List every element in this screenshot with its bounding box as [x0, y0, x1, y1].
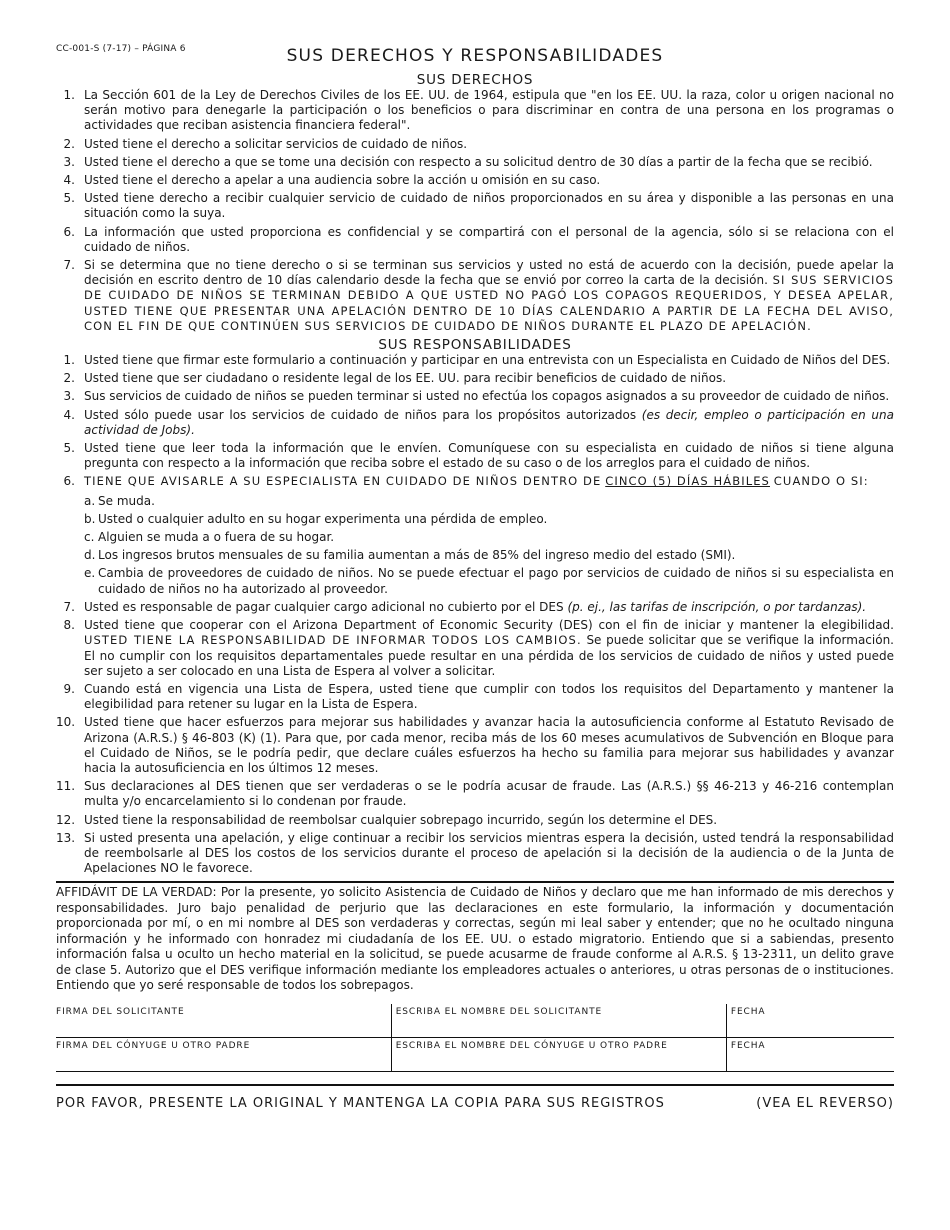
spouse-signature-field[interactable]: FIRMA DEL CÓNYUGE U OTRO PADRE: [56, 1037, 391, 1071]
responsibilities-heading: SUS RESPONSABILIDADES: [378, 337, 572, 354]
document-page: [56, 40, 894, 1111]
list-item: 6. La información que usted proporciona es confidencial y se compartirá con el personal de la agencia, sólo si se relaciona con el cuidado de niños.: [63, 224, 894, 254]
list-item: 7. Si se determina que no tiene derecho o si se terminan sus servicios y usted no está de acuerdo con la decisión, puede apelar la decisión en escrito dentro de 10 días calendario desde la fecha que se envió por correo la carta de la decisión. SI SUS SERVICIOS DE CUIDADO DE NIÑOS SE TERMINAN DEBIDO A QUE USTED NO PAGÓ LOS COPAGOS REQUERIDOS, Y DESEA APELAR, USTED TIENE QUE PRESENTAR UNA APELACIÓN DENTRO DE 10 DÍAS CALENDARIO A PARTIR DE LA FECHA DEL AVISO, CON EL FIN DE QUE CONTINÚEN SUS SERVICIOS DE CUIDADO DE NIÑOS DURANTE EL PLAZO DE APELACIÓN.: [63, 258, 894, 333]
deadline-underlined: CINCO (5) DÍAS HÁBILES: [605, 474, 770, 489]
affidavit-section: [56, 881, 894, 994]
footer-instructions: POR FAVOR, PRESENTE LA ORIGINAL Y MANTENGA LA COPIA PARA SUS REGISTROS: [56, 1095, 665, 1111]
rights-list: [56, 88, 894, 334]
signature-table: [56, 1004, 894, 1072]
affidavit-text: Por la presente, yo solicito Asistencia de Cuidado de Niños y declaro que me han informado de mis derechos y responsabilidades. Juro bajo penalidad de perjurio que las declaraciones en este formulario, la información y documentación proporcionada por mí, o en mi nombre al DES son verdaderas y correctas, según mi leal saber y entender; que no he ocultado ninguna información y he informado con honradez mi ciudadanía de los EE. UU. o estado migratorio. Entiendo que si a sabiendas, presento información falsa u oculto un hecho material en la solicitud, se puede acusarme de fraude conforme al A.R.S. § 13-2311, un delito grave de clase 5. Autorizo que el DES verifique información mediante los empleadores actuales o anteriores, u otras personas de o instituciones. Entiendo que yo seré responsable de todos los sobrepagos.: [56, 885, 894, 993]
see-reverse-note: (VEA EL REVERSO): [756, 1095, 894, 1111]
list-item: 13. Si usted presenta una apelación, y elige continuar a recibir los servicios mientras espera la decisión, usted tendrá la responsabilidad de reembolsarle al DES los costos de los servicios durante el proceso de apelación si la decisión de la audiencia o de la Junta de Apelaciones NO le favorece.: [56, 830, 894, 876]
change-conditions-list: [84, 494, 894, 597]
list-item: 7. Usted es responsable de pagar cualquier cargo adicional no cubierto por el DES (p. ej., las tarifas de inscripción, o por tardanzas).: [63, 599, 867, 614]
applicant-date-field[interactable]: FECHA: [726, 1004, 894, 1038]
affidavit-label: AFFIDÁVIT DE LA VERDAD:: [56, 885, 217, 900]
form-number: CC-001-S (7-17) – PÁGINA 6: [56, 44, 186, 54]
appeal-notice: SI SUS SERVICIOS DE CUIDADO DE NIÑOS SE TERMINAN DEBIDO A QUE USTED NO PAGÓ LOS COPAGOS REQUERIDOS, Y DESEA APELAR, USTED TIENE QUE PRESENTAR UNA APELACIÓN DENTRO DE 10 DÍAS CALENDARIO A PARTIR DE LA FECHA DEL AVISO, CON EL FIN DE QUE CONTINÚEN SUS SERVICIOS DE CUIDADO DE NIÑOS DURANTE EL PLAZO DE APELACIÓN.: [84, 273, 894, 333]
list-item: 8. Usted tiene que cooperar con el Arizona Department of Economic Security (DES) con el fin de iniciar y mantener la elegibilidad. USTED TIENE LA RESPONSABILIDAD DE INFORMAR TODOS LOS CAMBIOS. Se puede solicitar que se verifique la información. El no cumplir con los requisitos departamentales puede resultar en una pérdida de los servicios de cuidado de niños y usted puede ser sujeto a ser colocado en una Lista de Espera al volver a solicitar.: [63, 618, 894, 678]
sub-list-item: d. Los ingresos brutos mensuales de su familia aumentan a más de 85% del ingreso medio del estado (SMI).: [84, 548, 736, 563]
footer: [56, 1084, 894, 1111]
list-item: 1. La Sección 601 de la Ley de Derechos Civiles de los EE. UU. de 1964, estipula que "en los EE. UU. la raza, color u origen nacional no serán motivo para denegarle la participación o los beneficios o para discriminar en contra de una persona en los programas o actividades que reciban asistencia financiera federal".: [63, 88, 894, 133]
list-item: 3. Usted tiene el derecho a que se tome una decisión con respecto a su solicitud dentro de 30 días a partir de la fecha que se recibió.: [63, 154, 873, 169]
list-item: 6. TIENE QUE AVISARLE A SU ESPECIALISTA EN CUIDADO DE NIÑOS DENTRO DE CINCO (5) DÍAS HÁBILES CUANDO O SI: a. Se muda. b. Usted o cualquier adulto en su hogar experimenta una pérdida de empleo. c. Alguien se muda a o fuera de su hogar. d. Los ingresos brutos mensuales de su familia aumentan a más de 85% del ingreso medio del estado (SMI). e. Cambia de proveedores de cuidado de niños. No se puede efectuar el pago por servicios de cuidado de niños si su especialista en cuidado de niños no ha autorizado al proveedor.: [63, 474, 894, 596]
list-item: 2. Usted tiene el derecho a solicitar servicios de cuidado de niños.: [63, 136, 468, 151]
list-item: 11. Sus declaraciones al DES tienen que ser verdaderas o se le podría acusar de fraude. Las (A.R.S.) §§ 46-213 y 46-216 contemplan multa y/o encarcelamiento si lo condenan por fraude.: [56, 779, 894, 809]
page-title: SUS DERECHOS Y RESPONSABILIDADES: [286, 46, 664, 66]
list-item: 10. Usted tiene que hacer esfuerzos para mejorar sus habilidades y avanzar hacia la autosuficiencia conforme al Estatuto Revisado de Arizona (A.R.S.) § 46-803 (K) (1). Para que, por cada menor, reciba más de los 60 meses acumulativos de Subvención en Bloque para el Cuidado de Niños, se le podría pedir, que declare cuáles esfuerzos ha hecho su familia para mejorar sus habilidades y avanzar hacia la autosuficiencia en los últimos 12 meses.: [56, 715, 894, 775]
list-item: 4. Usted sólo puede usar los servicios de cuidado de niños para los propósitos autorizados (es decir, empleo o participación en una actividad de Jobs).: [63, 407, 894, 437]
sub-list-item: e. Cambia de proveedores de cuidado de niños. No se puede efectuar el pago por servicios de cuidado de niños si su especialista en cuidado de niños no ha autorizado al proveedor.: [84, 566, 894, 596]
sub-list-item: a. Se muda.: [84, 493, 155, 508]
list-item: 2. Usted tiene que ser ciudadano o residente legal de los EE. UU. para recibir beneficios de cuidado de niños.: [63, 371, 727, 386]
list-item: 9. Cuando está en vigencia una Lista de Espera, usted tiene que cumplir con todos los requisitos del Departamento y mantener la elegibilidad para retener su lugar en la Lista de Espera.: [63, 681, 894, 712]
list-item: 1. Usted tiene que firmar este formulario a continuación y participar en una entrevista con un Especialista en Cuidado de Niños del DES.: [63, 353, 891, 368]
list-item: 3. Sus servicios de cuidado de niños se pueden terminar si usted no efectúa los copagos asignados a su proveedor de cuidado de niños.: [63, 389, 890, 404]
applicant-name-field[interactable]: ESCRIBA EL NOMBRE DEL SOLICITANTE: [391, 1004, 726, 1038]
sub-list-item: b. Usted o cualquier adulto en su hogar experimenta una pérdida de empleo.: [84, 511, 548, 526]
list-item: 5. Usted tiene que leer toda la información que le envíen. Comuníquese con su especialista en cuidado de niños si tiene alguna pregunta con respecto a la información que reciba sobre el estado de su caso o de los arreglos para el cuidado de niños.: [63, 441, 894, 471]
list-item: 5. Usted tiene derecho a recibir cualquier servicio de cuidado de niños proporcionados en su área y disponible a las personas en una situación como la suya.: [63, 191, 894, 221]
spouse-name-field[interactable]: ESCRIBA EL NOMBRE DEL CÓNYUGE U OTRO PADRE: [391, 1037, 726, 1071]
spouse-date-field[interactable]: FECHA: [726, 1037, 894, 1071]
applicant-signature-field[interactable]: FIRMA DEL SOLICITANTE: [56, 1004, 391, 1038]
list-item: 4. Usted tiene el derecho a apelar a una audiencia sobre la acción u omisión en su caso.: [63, 173, 601, 188]
rights-heading: SUS DERECHOS: [416, 72, 534, 88]
list-item: 12. Usted tiene la responsabilidad de reembolsar cualquier sobrepago incurrido, según los determine el DES.: [56, 812, 718, 827]
sub-list-item: c. Alguien se muda a o fuera de su hogar.: [84, 530, 335, 545]
responsibilities-list: [56, 353, 894, 876]
